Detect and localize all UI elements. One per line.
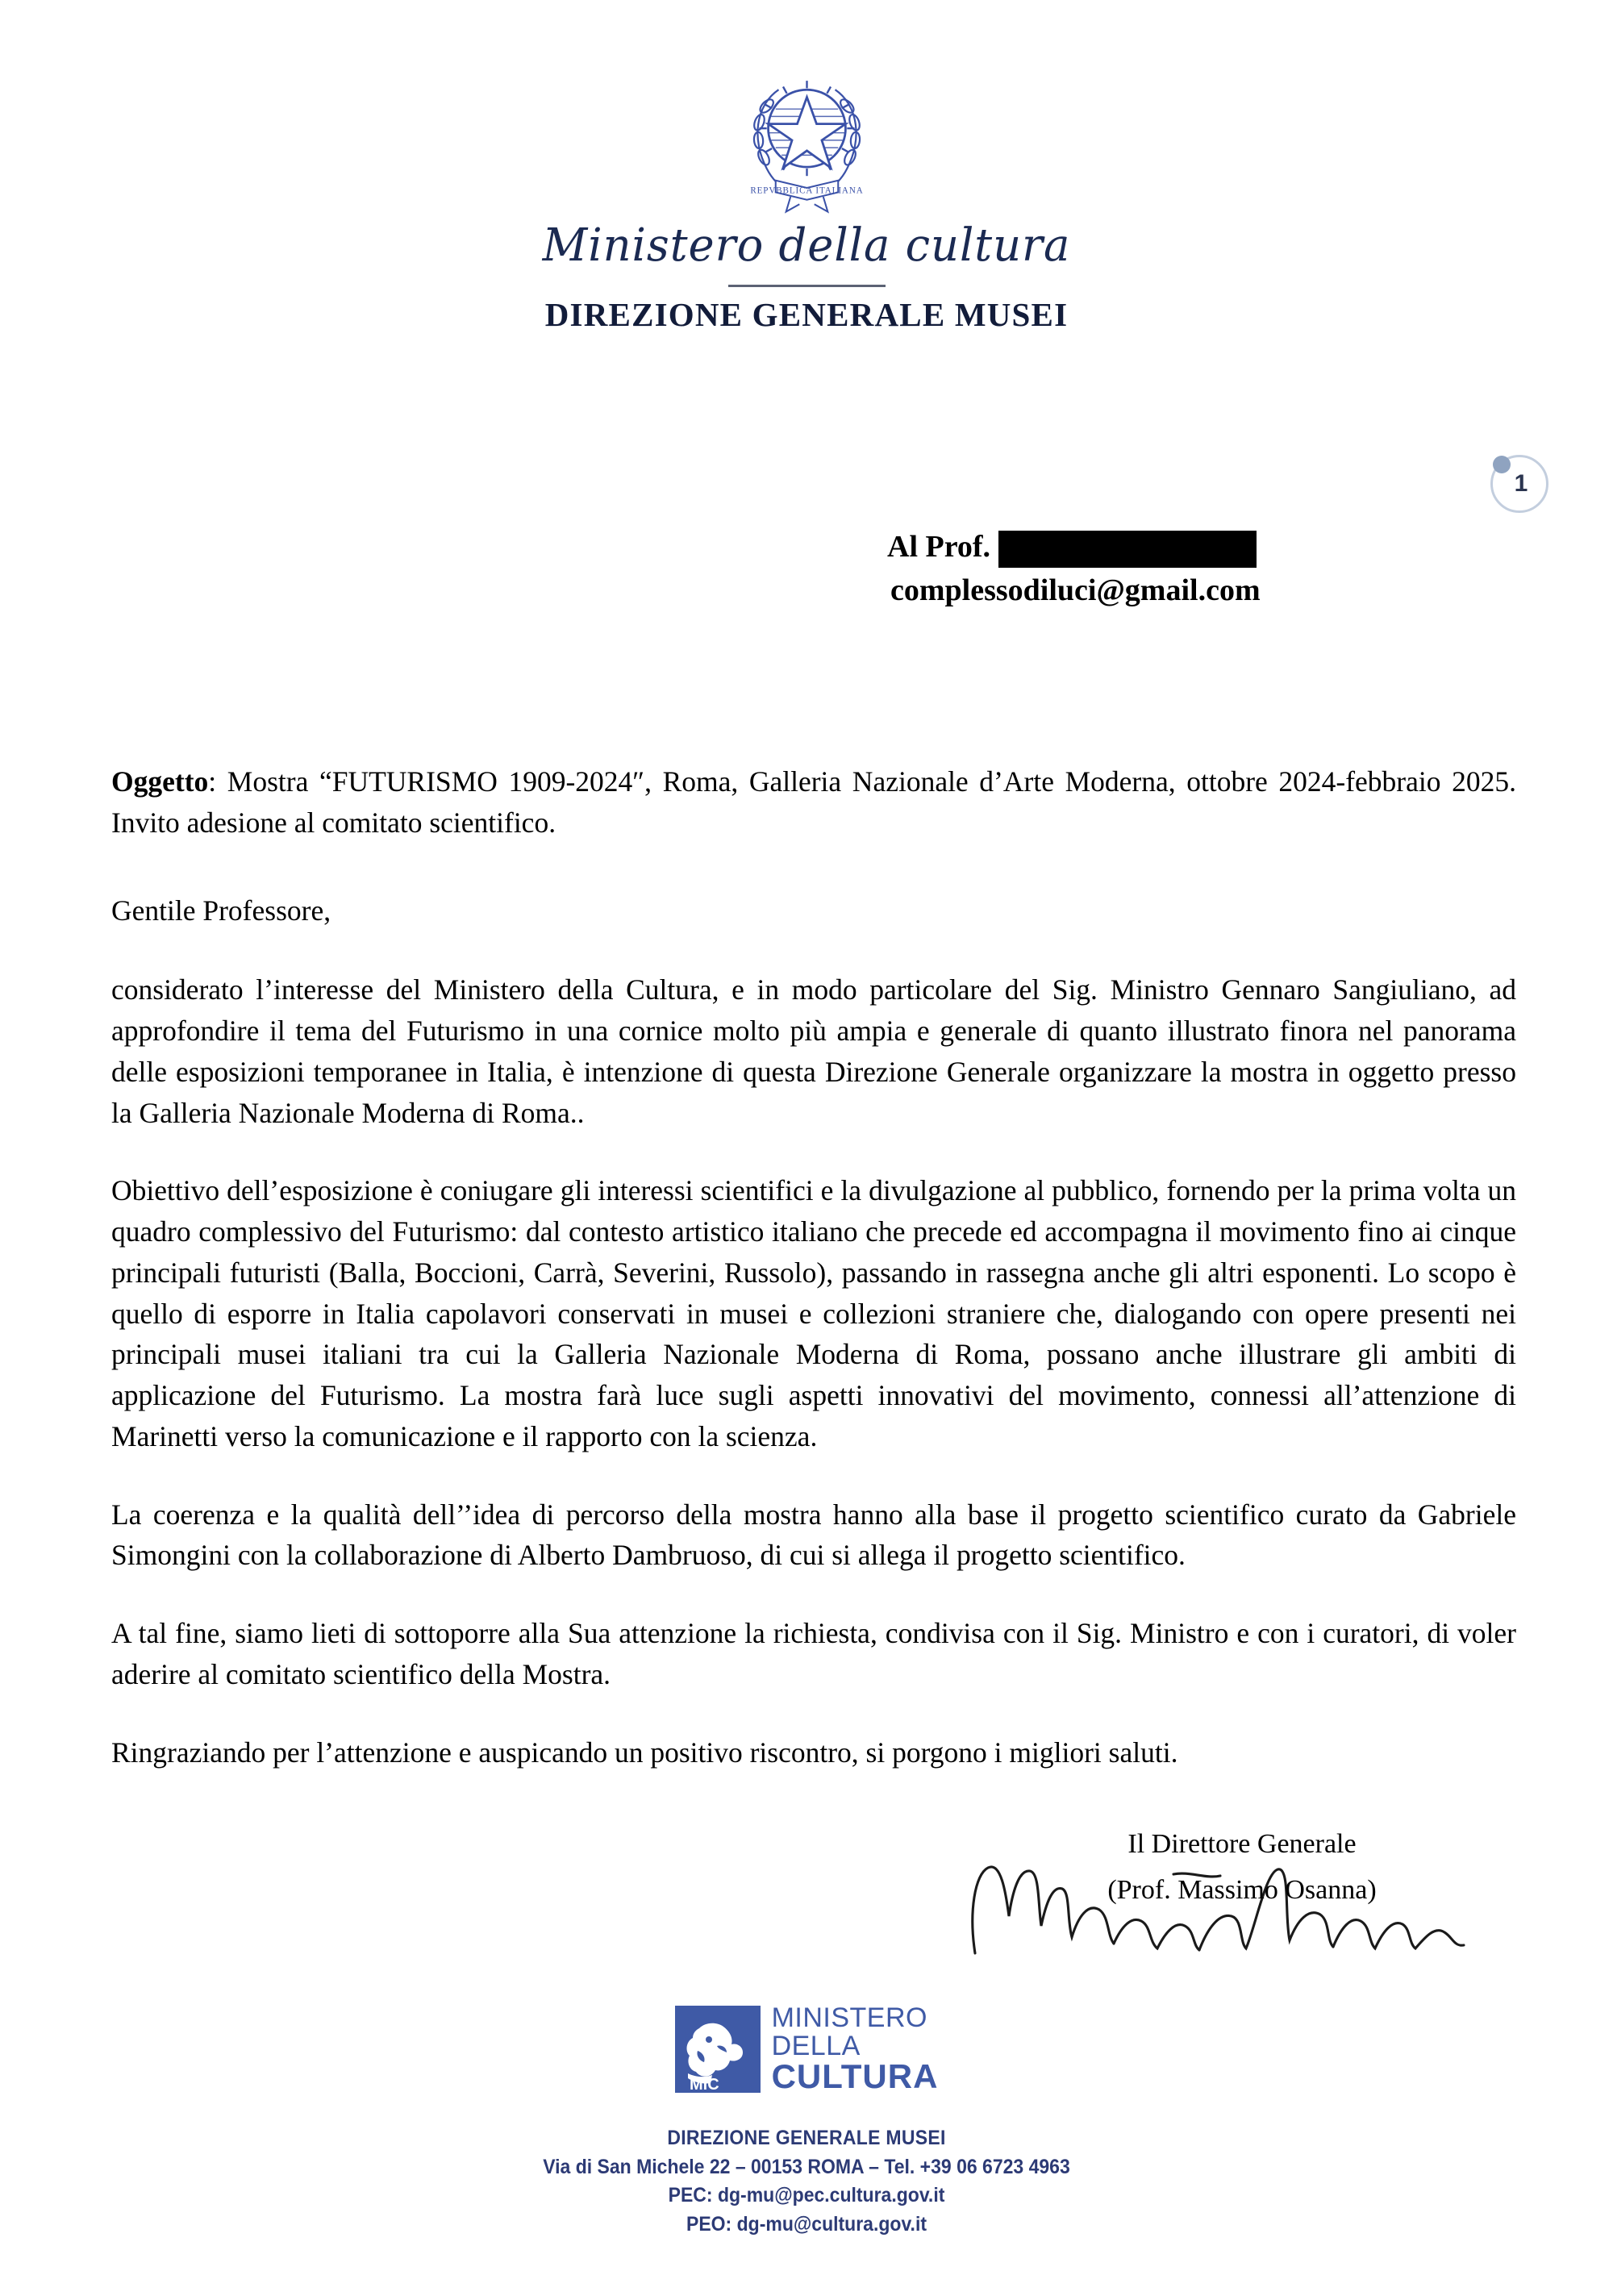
department-title: DIREZIONE GENERALE MUSEI [544, 295, 1069, 333]
addressee-email: complessodiluci@gmail.com [890, 573, 1261, 607]
footer-department: DIREZIONE GENERALE MUSEI [667, 2127, 946, 2149]
footer-address: Via di San Michele 22 – 00153 ROMA – Tel. +39 06 6723 4963 [543, 2155, 1070, 2178]
signature-title: Il Direttore Generale [1127, 1829, 1357, 1859]
ministry-name: Ministero della cultura [542, 219, 1071, 272]
body-paragraph-1: considerato l’interesse del Ministero della Cultura, e in modo particolare del Sig. Ministro Gennaro Sangiuliano, ad approfondire il tema del Futurismo in una cornice molto più ampia e generale di quanto illustrato finora nel panorama delle esposizioni temporanee in Italia, è intenzione di questa Direzione Generale organizzare la mostra in oggetto presso la Galleria Nazionale Moderna di Roma.. [111, 973, 1516, 1129]
letter-body [111, 761, 1516, 1773]
mic-lion-mark-icon [675, 2006, 761, 2093]
footer-contact [65, 2124, 1548, 2239]
emblem-container [0, 63, 1613, 216]
letterhead [0, 0, 1613, 334]
mic-wordmark [771, 2002, 939, 2096]
addressee-line [887, 528, 1532, 567]
svg-text:REPVBBLICA ITALIANA: REPVBBLICA ITALIANA [749, 185, 864, 196]
redacted-name-bar [998, 531, 1257, 568]
italian-republic-emblem-icon [732, 63, 882, 216]
signature-block [992, 1824, 1492, 1911]
footer-peo[interactable]: PEO: dg-mu@cultura.gov.it [686, 2212, 927, 2236]
footer [0, 2002, 1613, 2239]
subject-label: Oggetto [111, 765, 209, 798]
addressee-block [887, 528, 1532, 610]
mic-line-1: MINISTERO [771, 2002, 927, 2033]
mic-line-2: DELLA [771, 2030, 861, 2061]
header-divider [728, 285, 886, 287]
mic-logo [675, 2002, 939, 2096]
body-paragraph-4: A tal fine, siamo lieti di sottoporre alla Sua attenzione la richiesta, condivisa con il Sig. Ministro e con i curatori, di voler aderire al comitato scientifico della Mostra. [111, 1617, 1516, 1690]
addressee-prefix: Al Prof. [887, 530, 991, 564]
page-number-badge[interactable] [1490, 455, 1548, 513]
salutation: Gentile Professore, [111, 894, 331, 927]
footer-pec[interactable]: PEC: dg-mu@pec.cultura.gov.it [668, 2184, 945, 2206]
body-paragraph-2: Obiettivo dell’esposizione è coniugare gli interessi scientifici e la divulgazione al pubblico, fornendo per la prima volta un quadro complessivo del Futurismo: dal contesto artistico italiano che precede ed accompagna il movimento fino ai cinque principali futuristi (Balla, Boccioni, Carrà, Severini, Russolo), passando in rassegna anche gli altri esponenti. Lo scopo è quello di esporre in Italia capolavori conservati in musei e collezioni straniere che, dialogando con opere presenti nei principali musei italiani tra cui la Galleria Nazionale Moderna di Roma, possano anche illustrare gli ambiti di applicazione del Futurismo. La mostra farà luce sugli aspetti innovativi del movimento, connessi all’attenzione di Marinetti verso la comunicazione e il rapporto con la scienza. [111, 1174, 1516, 1452]
subject-text: : Mostra “FUTURISMO 1909-2024″, Roma, Galleria Nazionale d’Arte Moderna, ottobre 2024-febbraio 2025. Invito adesione al comitato scientifico. [111, 765, 1516, 839]
subject-line [111, 761, 1516, 844]
mic-line-3: CULTURA [771, 2057, 939, 2096]
page-number: 1 [1514, 470, 1528, 497]
svg-text:MiC: MiC [689, 2076, 719, 2093]
body-paragraph-3: La coerenza e la qualità dell’’idea di percorso della mostra hanno alla base il progetto scientifico curato da Gabriele Simongini con la collaborazione di Alberto Dambruoso, di cui si allega il progetto scientifico. [111, 1498, 1516, 1572]
body-paragraph-5: Ringraziando per l’attenzione e auspicando un positivo riscontro, si porgono i migliori saluti. [111, 1736, 1178, 1769]
signature-name: (Prof. Massimo Osanna) [1107, 1875, 1377, 1906]
